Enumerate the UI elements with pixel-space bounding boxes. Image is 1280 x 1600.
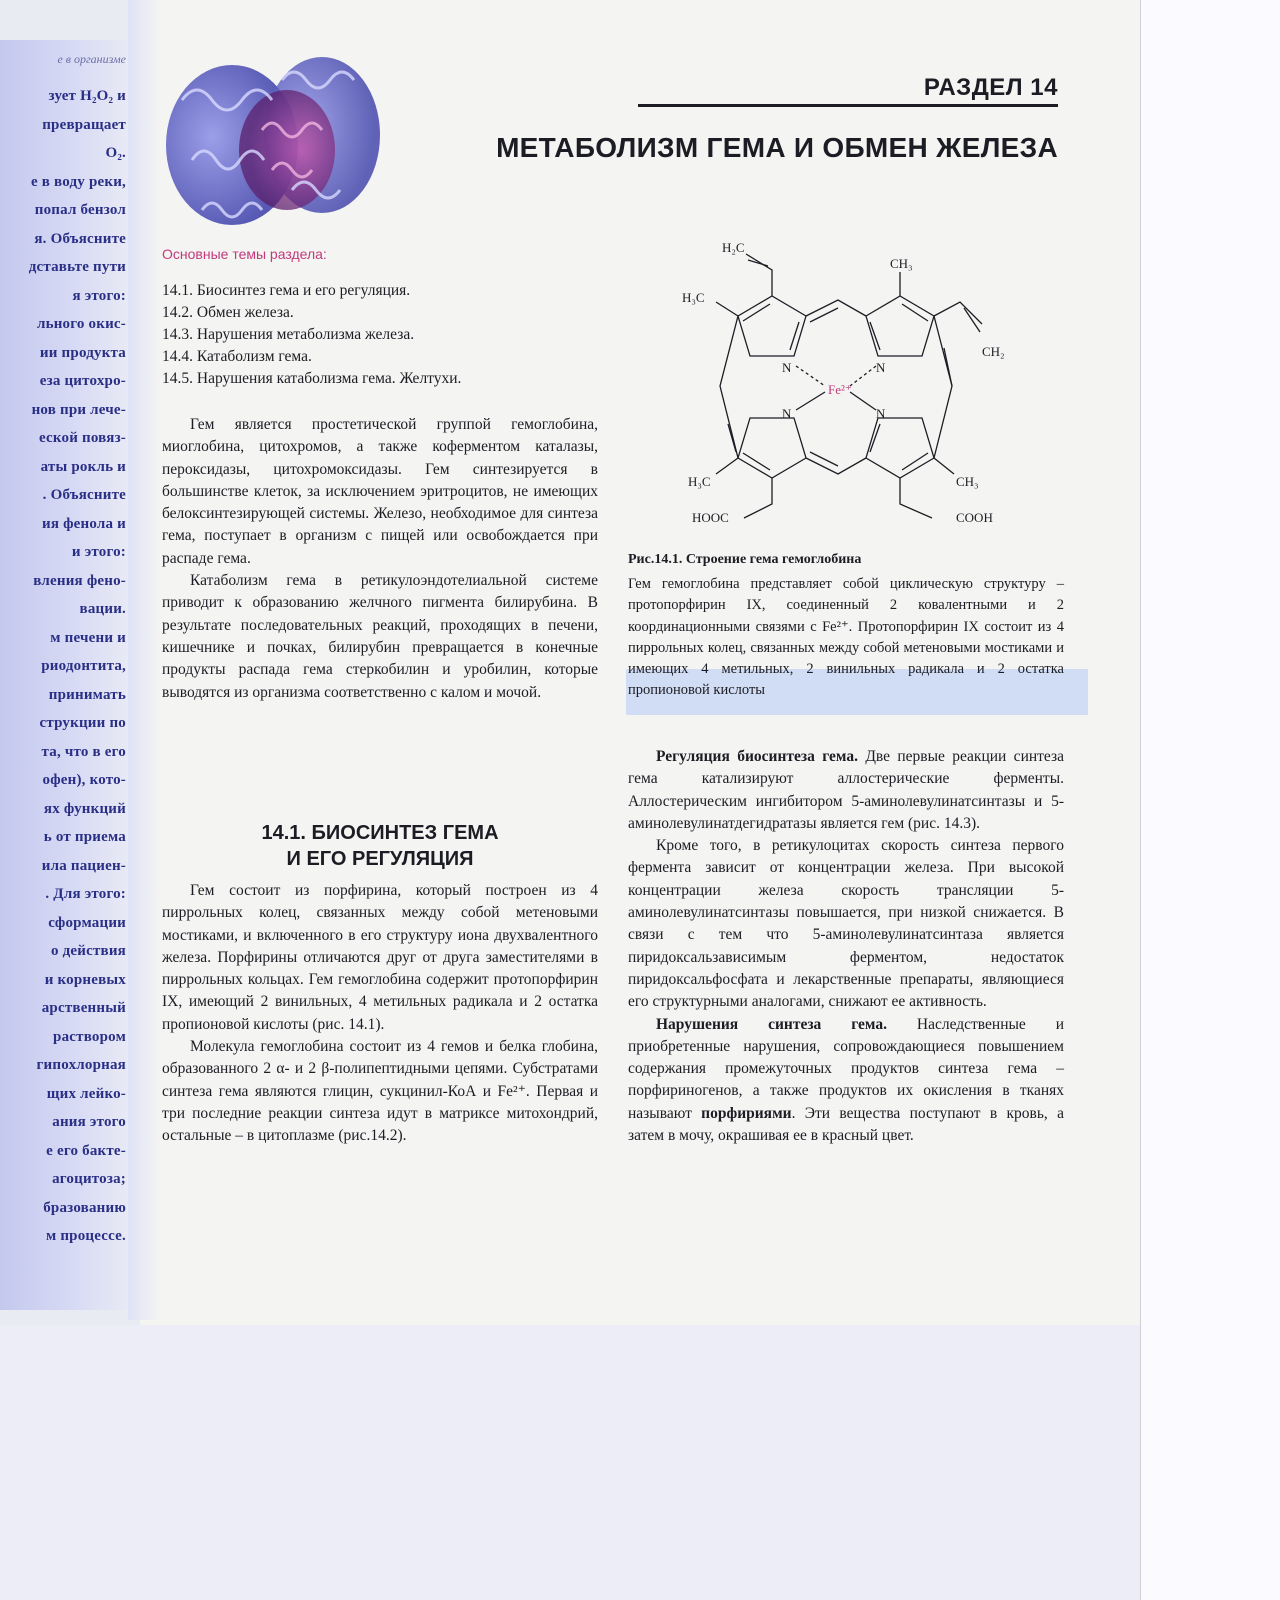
label-h2c-top: H₂C (722, 240, 745, 255)
previous-page-sliver (0, 40, 140, 1310)
previous-page-line: зует H₂O₂ и (48, 88, 126, 104)
figure-caption: Гем гемоглобина представляет собой циклическую структуру – протопорфирин IX, соединенный 2 ковалентными и 2 координационными связями с Fe²⁺. Протопорфирин IX состоит из 4 пиррольных колец, связанных между собой метеновыми мостиками и имеющих 4 метильных, 2 винильных радикала и 2 остатка пропионовой кислоты (628, 576, 1064, 699)
previous-page-line: агоцитоза; (52, 1171, 126, 1187)
previous-page-line: попал бензол (34, 202, 126, 218)
topics-heading: Основные темы раздела: (162, 246, 327, 262)
previous-page-line: м печени и (50, 629, 126, 646)
previous-page-line: сформации (48, 914, 126, 931)
topic-item: 14.3. Нарушения метаболизма железа. (162, 326, 415, 343)
label-n-top-left: N (782, 360, 792, 375)
section-14-1-text (162, 880, 598, 1148)
previous-page-line: я этого: (72, 287, 126, 304)
label-h3c-left: H₃C (682, 290, 705, 305)
previous-page-line: е в воду реки, (31, 173, 126, 190)
label-n-top-right: N (876, 360, 886, 375)
previous-page-line: . Объясните (42, 487, 126, 503)
previous-page-line: о действия (50, 943, 126, 959)
section-rule (638, 104, 1058, 107)
label-n-bottom-right: N (876, 406, 886, 421)
regulation-text (628, 746, 1064, 1147)
topic-item: 14.1. Биосинтез гема и его регуляция. (162, 282, 411, 299)
previous-page-line: принимать (48, 686, 126, 703)
previous-page-line: раствором (53, 1028, 126, 1045)
label-hooc: HOOC (692, 510, 729, 525)
previous-page-line: O₂. (105, 145, 126, 161)
section-14-1-heading-line-2: И ЕГО РЕГУЛЯЦИЯ (286, 848, 474, 870)
previous-page-line: . Для этого: (45, 886, 126, 902)
previous-page-line: ях функций (43, 800, 126, 817)
previous-page-line: нов при лече- (31, 401, 126, 418)
topic-item: 14.5. Нарушения катаболизма гема. Желтухи. (162, 370, 462, 387)
previous-page-line: превращает (42, 116, 126, 133)
previous-page-line: м процессе. (45, 1228, 126, 1244)
previous-page-line: вления фено- (33, 572, 126, 589)
previous-page-line: ь от приема (43, 829, 126, 845)
topics-list (162, 280, 598, 390)
disorders-text: Наследственные и приобретенные нарушения, сопровождающиеся повышением содержания промежуточных продуктов синтеза гема – порфириногенов, а также продуктов их окисления в тканях называют (628, 1015, 1064, 1122)
regulation-runin: Регуляция биосинтеза гема. (656, 748, 858, 765)
section-14-1-paragraph-1: Гем состоит из порфирина, который построен из 4 пиррольных колец, связанных между собой метеновыми мостиками, и включенного в его структуру иона двухвалентного железа. Порфирины отличаются друг от друга заместителями в пиррольных кольцах. Гем гемоглобина содержит протопорфирин IX, имеющий 2 винильных, 4 метильных радикала и 2 остатка пропионовой кислоты (рис. 14.1). (162, 882, 598, 1033)
label-cooh: COOH (956, 510, 993, 525)
regulation-paragraph-2: Кроме того, в ретикулоцитах скорость синтеза первого фермента зависит от концентрации железа. При высокой концентрации железа скорость трансляции 5-аминолевулинатсинтазы повышается, при низкой снижается. В связи с тем что 5-аминолевулинатсинтаза является пиридоксальзависимым ферментом, недостаток пиридоксальфосфата и лекарственные препараты, являющиеся его структурными аналогами, снижают ее активность. (628, 837, 1064, 1011)
label-ch3-top: CH₃ (890, 256, 913, 271)
scan-bottom-margin (0, 1325, 1140, 1600)
previous-page-line: и корневых (44, 971, 126, 988)
label-fe: Fe²⁺ (828, 382, 852, 397)
previous-page-line: я. Объясните (34, 230, 126, 247)
previous-page-line: офен), кото- (42, 772, 126, 788)
label-ch2-right: CH₂ (982, 344, 1005, 359)
previous-page-line: дставьте пути (28, 259, 126, 275)
label-ch3-bottom: CH₃ (956, 474, 979, 489)
disorders-text-end: . Эти вещества поступают в кровь, а затем в мочу, окрашивая ее в красный цвет. (628, 1104, 1065, 1145)
previous-page-line: ила пациен- (41, 857, 126, 874)
page-gutter (128, 0, 158, 1320)
section-14-1-heading (162, 820, 598, 872)
porphyria-term: порфириями (701, 1104, 792, 1122)
topic-item: 14.2. Обмен железа. (162, 304, 294, 321)
heme-structure-diagram (670, 238, 1030, 534)
previous-page-line: и этого: (71, 544, 126, 560)
previous-page-line: льного окис- (36, 316, 126, 332)
disorders-paragraph (628, 1014, 1064, 1148)
intro-paragraph-1: Гем является простетической группой гемоглобина, миоглобина, цитохромов, а также коферментом каталазы, пероксидазы, цитохромоксидазы. Гем синтезируется в большинстве клеток, за исключением эритроцитов, не имеющих белоксинтезирующей системы. Железо, необходимое для синтеза гема, поступает в организм с пищей или освобождается при распаде гема. (162, 416, 598, 567)
scan-right-margin (1140, 0, 1280, 1600)
intro-paragraph-2: Катаболизм гема в ретикулоэндотелиальной системе приводит к образованию желчного пигмента билирубина. В результате последовательных реакций, проходящих в печени, кишечнике и почках, билирубин превращается в конечные продукты распада гема стеркобилин и уробилин, которые выводятся из организма соответственно с калом и мочой. (162, 572, 598, 701)
section-label: РАЗДЕЛ 14 (923, 74, 1058, 101)
previous-page-line: ия фенола и (42, 515, 126, 532)
figure-caption-title: Рис.14.1. Строение гема гемоглобина (628, 552, 862, 567)
hemoglobin-protein-image (162, 40, 384, 238)
previous-page-line: струкции по (39, 715, 126, 731)
previous-page-line: арственный (41, 1000, 126, 1016)
previous-page-line: ии продукта (39, 344, 126, 361)
previous-page-line: бразованию (43, 1199, 126, 1216)
previous-page-line: еза цитохро- (39, 373, 126, 389)
previous-page-line: еской повяз- (38, 430, 126, 446)
section-14-1-heading-line-1: 14.1. БИОСИНТЕЗ ГЕМА (261, 822, 499, 844)
previous-page-line: гипохлорная (36, 1057, 126, 1073)
previous-page-line: та, что в его (41, 743, 126, 760)
previous-page-line: щих лейко- (46, 1085, 126, 1102)
topic-item: 14.4. Катаболизм гема. (162, 348, 312, 365)
previous-page-line: риодонтита, (41, 658, 126, 674)
disorders-runin: Нарушения синтеза гема. (656, 1015, 887, 1033)
regulation-paragraph-1 (628, 746, 1064, 835)
intro-text (162, 414, 598, 704)
previous-page-line: вации. (79, 601, 126, 617)
label-n-bottom-left: N (782, 406, 792, 421)
previous-page-header: е в организме (57, 52, 126, 66)
label-h3c-bottom: H₃C (688, 474, 711, 489)
previous-page-line: аты рокль и (40, 458, 126, 475)
section-14-1-paragraph-2: Молекула гемоглобина состоит из 4 гемов и белка глобина, образованного 2 α- и 2 β-полипептидными цепями. Субстратами синтеза гема являются глицин, сукцинил-КоА и Fe²⁺. Первая и три последние реакции синтеза идут в матриксе митохондрий, остальные – в цитоплазме (рис.14.2). (162, 1038, 598, 1145)
previous-page-line: е его бакте- (46, 1142, 126, 1159)
previous-page-line: ания этого (52, 1114, 126, 1130)
chapter-title: МЕТАБОЛИЗМ ГЕМА И ОБМЕН ЖЕЛЕЗА (496, 132, 1058, 163)
regulation-paragraph-1-text: Две первые реакции синтеза гема катализируют аллостерические ферменты. Аллостерическим ингибитором 5-аминолевулинатсинтазы и 5-аминолевулинатдегидратазы является гем (рис. 14.3). (628, 748, 1064, 832)
